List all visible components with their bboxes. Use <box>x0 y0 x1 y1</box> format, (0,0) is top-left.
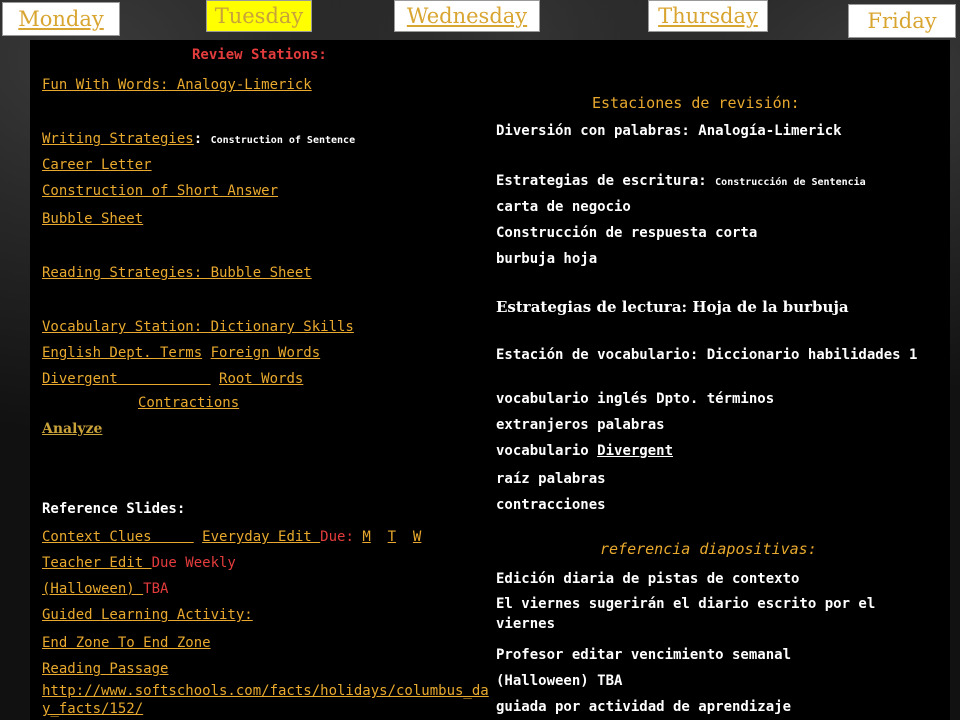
carta-text: carta de negocio <box>496 199 631 215</box>
divergent-inline-link[interactable]: Divergent <box>597 443 674 459</box>
estrategias-lectura-text: Estrategias de lectura: Hoja de la burbuja <box>496 298 849 316</box>
contracciones-text: contracciones <box>496 497 606 513</box>
vocabulary-station-link[interactable]: Vocabulary Station: Dictionary Skills <box>42 319 354 335</box>
bubble-sheet-link[interactable]: Bubble Sheet <box>42 211 144 227</box>
estrategias-escritura-text: Estrategias de escritura: <box>496 173 716 189</box>
tab-thursday[interactable]: Thursday <box>648 0 768 32</box>
tba-label: TBA <box>143 581 169 597</box>
career-letter-link[interactable]: Career Letter <box>42 157 152 173</box>
writing-colon: : <box>193 131 203 147</box>
reading-passage-link[interactable]: Reading Passage <box>42 661 169 677</box>
raiz-text: raíz palabras <box>496 471 606 487</box>
vocab-divergent-text: vocabulario <box>496 443 598 459</box>
short-answer-link[interactable]: Construction of Short Answer <box>42 183 279 199</box>
foreign-words-link[interactable]: Foreign Words <box>210 345 321 361</box>
due-weekly-label: Due Weekly <box>151 555 236 571</box>
viernes-text: El viernes sugerirán el diario escrito por el viernes <box>496 596 876 632</box>
guiada-text: guiada por actividad de aprendizaje <box>496 699 792 715</box>
writing-strategies-link[interactable]: Writing Strategies <box>42 131 194 147</box>
extranjeros-text: extranjeros palabras <box>496 417 665 433</box>
guided-learning-link[interactable]: Guided Learning Activity: <box>42 607 253 623</box>
end-zone-link[interactable]: End Zone To End Zone <box>42 635 211 651</box>
construction-of-sentence-label: Construction of Sentence <box>210 135 356 146</box>
halloween-link[interactable]: (Halloween) <box>42 581 144 597</box>
respuesta-text: Construcción de respuesta corta <box>496 225 758 241</box>
vocab-ingles-text: vocabulario inglés Dpto. términos <box>496 391 775 407</box>
tab-wednesday[interactable]: Wednesday <box>394 0 540 32</box>
review-stations-title: Review Stations: <box>192 47 327 63</box>
construccion-sentencia-text: Construcción de Sentencia <box>715 177 866 188</box>
reference-slides-title: Reference Slides: <box>42 501 186 517</box>
monday-due-link[interactable]: M <box>362 529 371 545</box>
teacher-edit-link[interactable]: Teacher Edit <box>42 555 152 571</box>
contractions-link[interactable]: Contractions <box>138 395 240 411</box>
context-clues-link[interactable]: Context Clues <box>42 529 194 545</box>
tab-tuesday[interactable]: Tuesday <box>206 0 312 32</box>
root-words-link[interactable]: Root Words <box>219 371 304 387</box>
reading-strategies-link[interactable]: Reading Strategies: Bubble Sheet <box>42 265 312 281</box>
profesor-text: Profesor editar vencimiento semanal <box>496 647 792 663</box>
due-label: Due: <box>320 529 363 545</box>
columbus-facts-url-link[interactable]: http://www.softschools.com/facts/holidays/columbus_day_facts/152/ <box>42 683 489 717</box>
tab-monday[interactable]: Monday <box>2 2 120 36</box>
tab-friday[interactable]: Friday <box>848 4 956 38</box>
tuesday-due-link[interactable]: T <box>387 529 397 545</box>
estaciones-title: Estaciones de revisión: <box>592 94 800 112</box>
fun-with-words-link[interactable]: Fun With Words: Analogy-Limerick <box>42 77 312 93</box>
wednesday-due-link[interactable]: W <box>412 529 422 545</box>
analyze-link[interactable]: Analyze <box>42 421 103 437</box>
burbuja-text: burbuja hoja <box>496 251 598 267</box>
divergent-link[interactable]: Divergent <box>42 371 211 387</box>
halloween-tba-text: (Halloween) TBA <box>496 673 623 689</box>
estacion-vocab-text: Estación de vocabulario: Diccionario habilidades 1 <box>496 347 918 363</box>
edicion-text: Edición diaria de pistas de contexto <box>496 571 800 587</box>
referencia-title: referencia diapositivas: <box>600 540 817 558</box>
everyday-edit-link[interactable]: Everyday Edit <box>202 529 321 545</box>
diversion-text: Diversión con palabras: Analogía-Limerick <box>496 123 842 139</box>
english-terms-link[interactable]: English Dept. Terms <box>42 345 203 361</box>
